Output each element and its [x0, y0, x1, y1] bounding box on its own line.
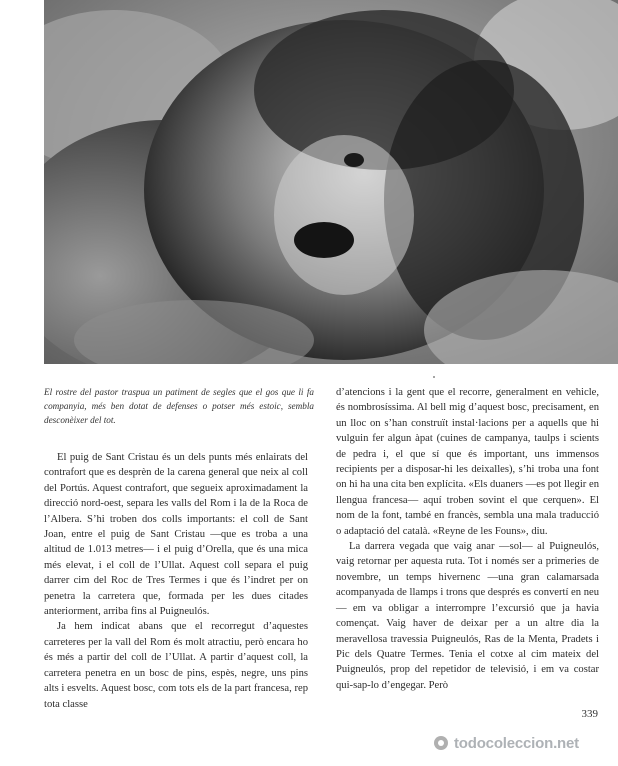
dog-photo	[44, 0, 618, 364]
paragraph: La darrera vegada que vaig anar —sol— al Puigneulós, vaig retornar per aquesta ruta. Tot i només ser a primeries de novembre, un temps hivernenc —una gran calamarsada acompanyada de llamps i trons que després es convertí en neu— em va obligar a interrompre l’excursió que ja havia començat. Vaig haver de deixar per a un altre dia la meravellosa travessia Puigneulós, Ras de la Menta, Pradets i Pic dels Quatre Termes. Tenia el cotxe al cim mateix del Puigneulós, prop del repetidor de televisió, i em va costar qui-sap-lo d’engegar. Però	[336, 541, 599, 691]
right-column	[336, 385, 599, 693]
paragraph: Ja hem indicat abans que el recorregut d’aquestes carreteres per la vall del Rom és molt atractiu, però encara ho és més a partir del coll de l’Ullat. A partir d’aquest coll, la carretera penetra en un bosc de pins, espès, negre, uns pins alts i esvelts. Aquest bosc, com tots els de la part francesa, rep tota classe	[44, 621, 308, 710]
watermark-text: todocoleccion.net	[454, 734, 579, 752]
watermark	[434, 730, 604, 756]
paragraph: El puig de Sant Cristau és un dels punts més enlairats del contrafort que es desprèn de la carena general que neix al coll del Portús. Aquest contrafort, que segueix aproximadament la direcció nord-oest, separa les valls del Rom i la de la Roca de l’Albera. S’hi troben dos colls importants: el coll de Sant Joan, entre el puig de Sant Cristau —que es troba a una altitud de 1.013 metres— i el puig d’Orella, que és una mica més elevat, i el coll de l’Ullat. Aquest coll separa el puig darrer cim del Roc de Tres Termes i que és l’indret per on penetra la carretera que, formada per les dues citades anteriorment, arriba fins al Puigneulós.	[44, 452, 308, 618]
print-speck	[433, 376, 435, 378]
photo-caption: El rostre del pastor traspua un patiment de segles que el gos que li fa companyia, més ben dotat de defenses o potser més estoic, sembla desconèixer del tot.	[44, 387, 314, 425]
left-column	[44, 450, 308, 712]
page-number: 339	[581, 708, 598, 720]
todocoleccion-logo-icon	[434, 736, 448, 750]
paragraph: d’atencions i la gent que el recorre, generalment en vehicle, és nombrosíssima. Al bell mig d’aquest bosc, precisament, en un lloc on s’han construït instal·lacions per a aquells que hi vulguin fer algun àpat (cuines de campanya, taulps i scients de pedra i, el que sí que és important, uns immensos recipients per a disposar-hi les deixalles), s’hi troba una font on hi ha una cita ben explícita. «Els duaners —es pot llegir en llengua francesa— aquí troben sovint el que cerquen». El nom de la font, també en francès, sembla una mala traducció o adaptació del català. «Reyne de les Founs», diu.	[336, 387, 599, 537]
